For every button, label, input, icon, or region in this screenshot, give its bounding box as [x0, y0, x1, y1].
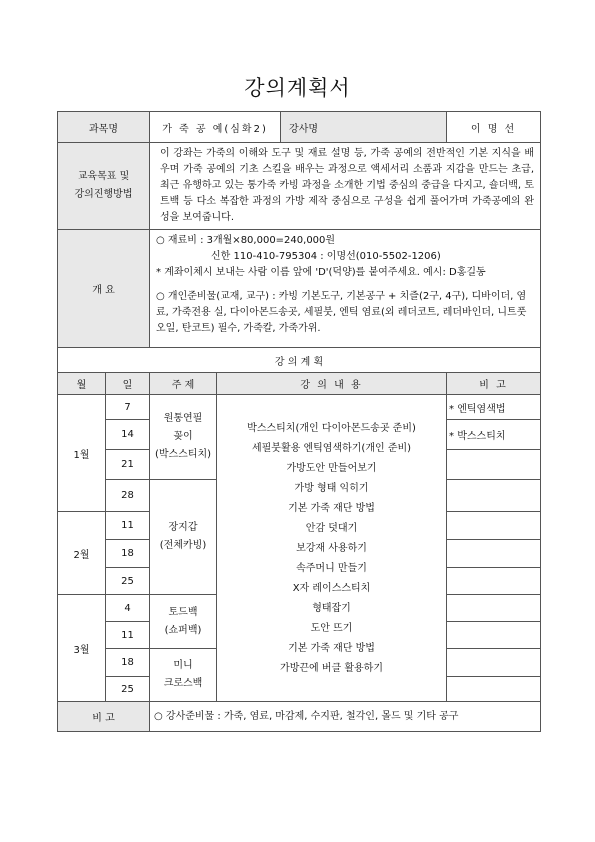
- material-fee: ○ 재료비 : 3개월×80,000=240,000원: [156, 235, 336, 246]
- plan-section-title: 강 의 계 획: [58, 348, 541, 373]
- remark-cell: [447, 595, 541, 622]
- instructor-name: 이 명 선: [447, 112, 541, 143]
- course-label: 과목명: [58, 112, 150, 143]
- day-cell: 25: [106, 677, 150, 702]
- remark-cell: [447, 568, 541, 595]
- header-day: 일: [106, 373, 150, 395]
- day-cell: 18: [106, 649, 150, 677]
- day-cell: 18: [106, 540, 150, 568]
- topic-cell: 장지갑 (전체카빙): [150, 480, 217, 595]
- plan-section-row: [58, 348, 541, 373]
- day-cell: 4: [106, 595, 150, 622]
- day-cell: 28: [106, 480, 150, 512]
- bank-account: 신한 110-410-795304 : 이명선(010-5502-1206): [211, 251, 441, 262]
- footer-row: [58, 702, 541, 732]
- plan-header-row: [58, 373, 541, 395]
- document-title: 강의계획서: [244, 76, 351, 100]
- personal-supplies: ○ 개인준비물(교재, 교구) : 카빙 기본도구, 기본공구 + 치즐(2구, 4구), 디바이더, 염료, 가죽전용 실, 다이아몬드송곳, 세필붓, 엔틱 염료(외 레더코트, 레더바인더, 니트풋오일, 탄코트) 필수, 가죽칼, 가죽가위.: [156, 291, 527, 334]
- remark-cell: [447, 480, 541, 512]
- remark-cell: [447, 512, 541, 540]
- remark-cell: * 박스스티치: [447, 420, 541, 450]
- course-info-row: [58, 112, 541, 143]
- course-name: 가 죽 공 예(심화2): [150, 112, 281, 143]
- day-cell: 11: [106, 512, 150, 540]
- header-topic: 주 제: [150, 373, 217, 395]
- month-cell: 3월: [58, 595, 106, 702]
- remark-cell: [447, 540, 541, 568]
- day-cell: 21: [106, 450, 150, 480]
- objective-label: 교육목표 및 강의진행방법: [58, 143, 150, 230]
- header-remark: 비 고: [447, 373, 541, 395]
- day-cell: 14: [106, 420, 150, 450]
- overview-content: [150, 230, 541, 348]
- objective-text: 이 강좌는 가죽의 이해와 도구 및 재료 설명 등, 가죽 공예의 전반적인 기본 지식을 배우며 가죽 공예의 기초 스킬을 배우는 과정으로 액세서리 소품과 지갑을 만드는 초급, 최근 유행하고 있는 통가죽 카빙 과정을 소개한 기법 중심의 중급을 다지고, 숄더백, 토트백 등 다소 복잡한 과정의 가방 제작 중심으로 구성을 쉽게 풀어가며 가죽공예의 완성을 보여줍니다.: [150, 143, 541, 230]
- instructor-label: 강사명: [281, 112, 447, 143]
- table-row: [58, 395, 541, 420]
- remark-cell: [447, 622, 541, 649]
- day-cell: 7: [106, 395, 150, 420]
- overview-label: 개 요: [58, 230, 150, 348]
- overview-row: [58, 230, 541, 348]
- footer-label: 비 고: [58, 702, 150, 732]
- lecture-plan-table: [57, 111, 541, 732]
- transfer-note: * 계좌이체시 보내는 사람 이름 앞에 'D'(덕양)를 붙여주세요. 예시: D홍길동: [156, 267, 486, 278]
- topic-cell: 원통연필 꽂이 (박스스티치): [150, 395, 217, 480]
- remark-cell: [447, 677, 541, 702]
- header-month: 월: [58, 373, 106, 395]
- day-cell: 11: [106, 622, 150, 649]
- topic-cell: 미니 크로스백: [150, 649, 217, 702]
- day-cell: 25: [106, 568, 150, 595]
- header-content: 강 의 내 용: [217, 373, 447, 395]
- remark-cell: [447, 450, 541, 480]
- lecture-content-cell: 박스스티치(개인 다이아몬드송곳 준비) 세필붓활용 엔틱염색하기(개인 준비) 가방도안 만들어보기 가방 형태 익히기 기본 가죽 재단 방법 안감 덧대기 보강재 사용하기 속주머니 만들기 X자 레이스스티치 형태잡기 도안 뜨기 기본 가죽 재단 방법 가방끈에 버클 활용하기: [217, 395, 447, 702]
- remark-cell: * 엔틱염색법: [447, 395, 541, 420]
- month-cell: 1월: [58, 395, 106, 512]
- month-cell: 2월: [58, 512, 106, 595]
- topic-cell: 토드백 (쇼퍼백): [150, 595, 217, 649]
- remark-cell: [447, 649, 541, 677]
- instructor-supplies: ○ 강사준비물 : 가죽, 염료, 마감제, 수지판, 철각인, 몰드 및 기타 공구: [150, 702, 541, 732]
- objective-row: [58, 143, 541, 230]
